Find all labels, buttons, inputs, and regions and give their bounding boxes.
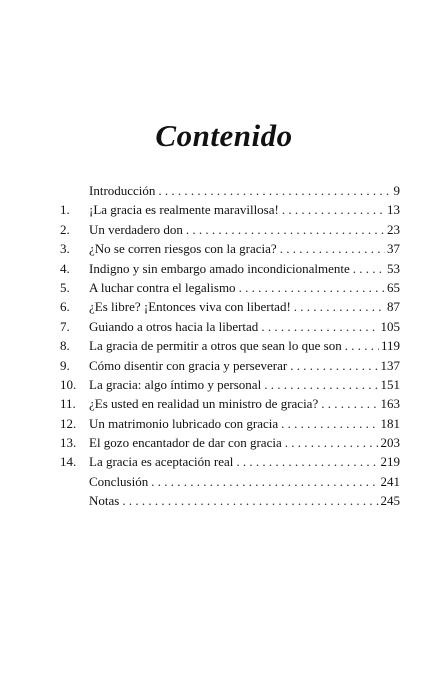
toc-entry-page: 37	[387, 241, 400, 257]
dot-leader	[261, 317, 378, 336]
toc-entry-number: 13.	[60, 435, 77, 451]
toc-entry-number: 2.	[60, 221, 70, 237]
toc-entry-page: 137	[380, 357, 400, 373]
toc-entry-10	[60, 375, 400, 394]
toc-entry-1	[60, 200, 400, 219]
toc-entry-page: 23	[387, 221, 400, 237]
toc-entry-number: 9.	[60, 357, 70, 373]
toc-entry-page: 87	[387, 299, 400, 315]
toc-entry-title: Guiando a otros hacia la libertad	[89, 318, 259, 334]
toc-entry-notas	[60, 491, 400, 510]
toc-entry-title: ¡La gracia es realmente maravillosa!	[89, 202, 279, 218]
toc-entry-page: 65	[387, 279, 400, 295]
toc-entry-page: 151	[380, 376, 400, 392]
toc-entry-title: La gracia: algo íntimo y personal	[89, 376, 262, 392]
toc-entry-number: 10.	[60, 376, 77, 392]
toc-entry-title: La gracia de permitir a otros que sean lo que son	[89, 338, 342, 354]
toc-entry-page: 53	[387, 260, 400, 276]
toc-entry-page: 105	[380, 318, 400, 334]
toc-entry-9	[60, 356, 400, 375]
dot-leader	[281, 414, 378, 433]
toc-entry-number: 3.	[60, 241, 70, 257]
dot-leader	[186, 220, 385, 239]
toc-entry-page: 9	[393, 183, 400, 198]
toc-entry-number: 7.	[60, 318, 70, 334]
toc-entry-number: 12.	[60, 415, 77, 431]
toc-entry-number: 1.	[60, 202, 70, 218]
toc-entry-3	[60, 239, 400, 258]
toc-entry-title: ¿Es libre? ¡Entonces viva con libertad!	[89, 299, 291, 315]
dot-leader	[280, 239, 385, 258]
dot-leader	[321, 394, 378, 413]
toc-entry-page: 219	[380, 454, 400, 470]
toc-entry-7	[60, 317, 400, 336]
dot-leader	[345, 336, 379, 355]
toc-entry-page: 119	[380, 338, 400, 354]
toc-entry-title: Indigno y sin embargo amado incondicionalmente	[89, 260, 350, 276]
toc-entry-4	[60, 259, 400, 278]
page-title: Contenido	[155, 118, 293, 153]
toc-entry-number: 11.	[60, 396, 76, 412]
dot-leader	[290, 356, 378, 375]
toc-entry-title: A luchar contra el legalismo	[89, 279, 236, 295]
toc-entry-title: Un verdadero don	[89, 221, 183, 237]
dot-leader	[158, 181, 390, 200]
toc-entry-page: 163	[380, 396, 400, 412]
dot-leader	[264, 375, 378, 394]
toc-entry-title: Notas	[89, 493, 120, 509]
toc-entry-number: 5.	[60, 279, 70, 295]
toc-entry-page: 245	[380, 493, 400, 509]
toc-entry-2	[60, 220, 400, 239]
dot-leader	[122, 491, 378, 510]
table-of-contents	[60, 181, 400, 511]
toc-entry-12	[60, 414, 400, 433]
toc-entry-8	[60, 336, 400, 355]
toc-entry-title: El gozo encantador de dar con gracia	[89, 435, 282, 451]
toc-entry-number: 14.	[60, 454, 77, 470]
dot-leader	[151, 472, 378, 491]
toc-entry-title: ¿Es usted en realidad un ministro de gracia?	[89, 396, 319, 412]
dot-leader	[285, 433, 379, 452]
toc-entry-title: Introducción	[89, 183, 156, 198]
toc-entry-6	[60, 297, 400, 316]
toc-entry-title: Un matrimonio lubricado con gracia	[89, 415, 279, 431]
toc-entry-number: 4.	[60, 260, 70, 276]
dot-leader	[282, 200, 385, 219]
toc-entry-14	[60, 452, 400, 471]
toc-entry-number: 8.	[60, 338, 70, 354]
dot-leader	[236, 452, 378, 471]
dot-leader	[239, 278, 385, 297]
toc-entry-13	[60, 433, 400, 452]
dot-leader	[294, 297, 385, 316]
toc-entry-title: Cómo disentir con gracia y perseverar	[89, 357, 288, 373]
dot-leader	[353, 259, 385, 278]
toc-entry-title: ¿No se corren riesgos con la gracia?	[89, 241, 277, 257]
toc-entry-title: Conclusión	[89, 473, 149, 489]
toc-entry-number: 6.	[60, 299, 70, 315]
toc-entry-page: 241	[380, 473, 400, 489]
toc-entry-5	[60, 278, 400, 297]
toc-entry-11	[60, 394, 400, 413]
toc-entry-title: La gracia es aceptación real	[89, 454, 234, 470]
toc-entry-page: 181	[380, 415, 400, 431]
toc-entry-conclusion	[60, 472, 400, 491]
toc-entry-page: 13	[387, 202, 400, 218]
toc-entry-page: 203	[380, 435, 400, 451]
toc-entry-introduccion	[60, 181, 400, 200]
